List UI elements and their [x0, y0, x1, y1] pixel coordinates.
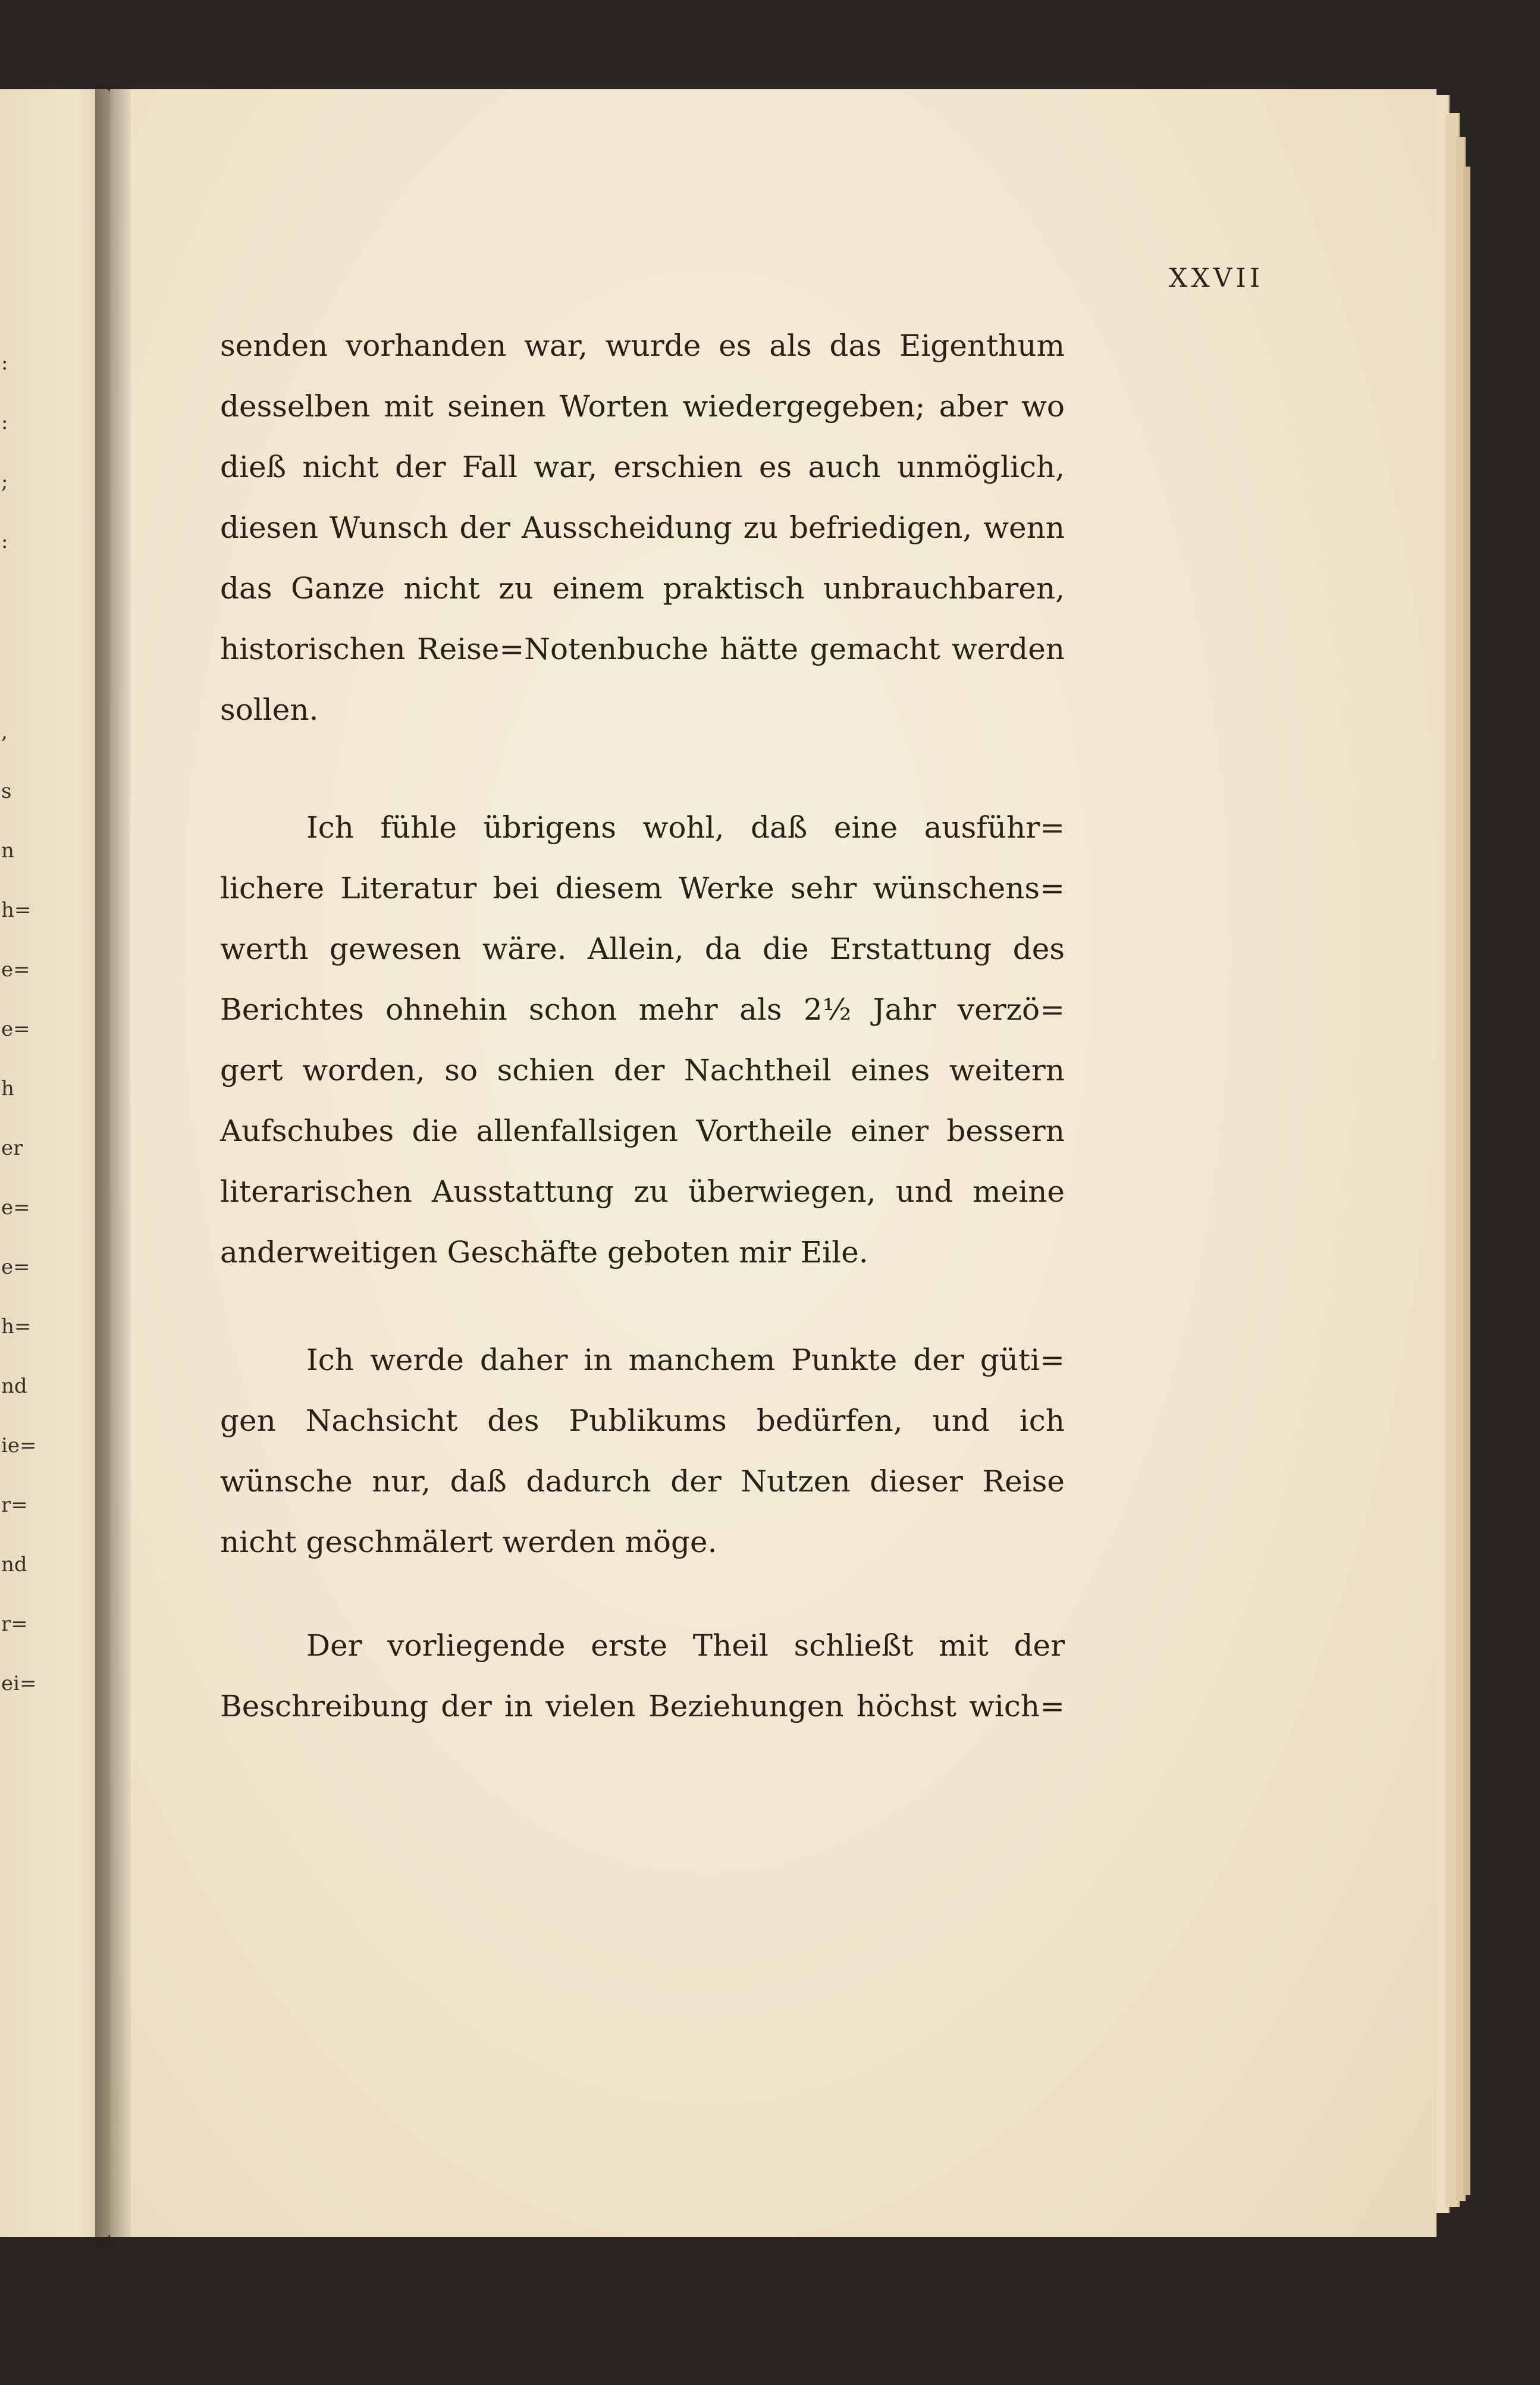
gutter-shadow [95, 83, 131, 2249]
text-line: Berichtes ohnehin schon mehr als 2½ Jahr verzö= [220, 992, 1065, 1027]
left-fragment: ; [1, 470, 8, 494]
text-line: Ich fühle übrigens wohl, daß eine ausführ= [306, 810, 1065, 845]
left-fragment: r= [1, 1493, 28, 1517]
text-line: das Ganze nicht zu einem praktisch unbrauchbaren, [220, 571, 1065, 606]
left-facing-page [0, 89, 110, 2237]
left-fragment: e= [1, 1017, 30, 1041]
left-fragment: e= [1, 1255, 30, 1279]
left-fragment: e= [1, 958, 30, 982]
text-line: dieß nicht der Fall war, erschien es auch unmöglich, [220, 450, 1065, 484]
left-fragment: er [1, 1136, 23, 1160]
text-line: gert worden, so schien der Nachtheil eines weitern [220, 1053, 1065, 1087]
left-fragment: r= [1, 1612, 28, 1636]
page-number: XXVII [1169, 263, 1264, 293]
left-fragment: : [1, 351, 8, 375]
paragraph-3 [220, 1330, 1065, 1572]
text-line: sollen. [220, 692, 319, 727]
text-line: diesen Wunsch der Ausscheidung zu befriedigen, wenn [220, 510, 1065, 545]
text-line: senden vorhanden war, wurde es als das Eigenthum [220, 328, 1065, 363]
left-fragment: h= [1, 898, 32, 922]
paragraph-4 [220, 1615, 1065, 1737]
text-line: werth gewesen wäre. Allein, da die Erstattung des [220, 932, 1065, 966]
left-fragment: h= [1, 1315, 32, 1339]
text-line: gen Nachsicht des Publikums bedürfen, und ich [220, 1403, 1065, 1438]
left-page-text-fragments [0, 89, 110, 2237]
text-line: lichere Literatur bei diesem Werke sehr wünschens= [220, 871, 1065, 905]
left-fragment: ie= [1, 1434, 37, 1458]
page-edge [1463, 167, 1470, 2195]
paragraph-2 [220, 797, 1065, 1283]
paragraph-1 [220, 315, 1065, 740]
text-line: Der vorliegende erste Theil schließt mit der [306, 1628, 1065, 1663]
text-line: Beschreibung der in vielen Beziehungen höchst wich= [220, 1689, 1065, 1723]
left-fragment: e= [1, 1196, 30, 1220]
left-fragment: h [1, 1077, 14, 1101]
left-fragment: s [1, 779, 12, 803]
left-fragment: : [1, 529, 8, 553]
left-fragment: n [1, 839, 14, 863]
left-fragment: , [1, 720, 8, 744]
text-line: wünsche nur, daß dadurch der Nutzen dieser Reise [220, 1464, 1065, 1499]
text-line: anderweitigen Geschäfte geboten mir Eile. [220, 1235, 868, 1270]
text-line: Aufschubes die allenfallsigen Vortheile einer bessern [220, 1114, 1065, 1148]
text-line: desselben mit seinen Worten wiedergegeben; aber wo [220, 389, 1065, 424]
text-line: historischen Reise=Notenbuche hätte gemacht werden [220, 632, 1065, 666]
text-line: nicht geschmälert werden möge. [220, 1525, 717, 1559]
text-line: literarischen Ausstattung zu überwiegen, und meine [220, 1174, 1065, 1209]
text-line: Ich werde daher in manchem Punkte der güti= [306, 1343, 1065, 1377]
left-fragment: nd [1, 1553, 27, 1577]
left-fragment: ei= [1, 1672, 37, 1695]
left-fragment: nd [1, 1374, 27, 1398]
left-fragment: : [1, 410, 8, 434]
